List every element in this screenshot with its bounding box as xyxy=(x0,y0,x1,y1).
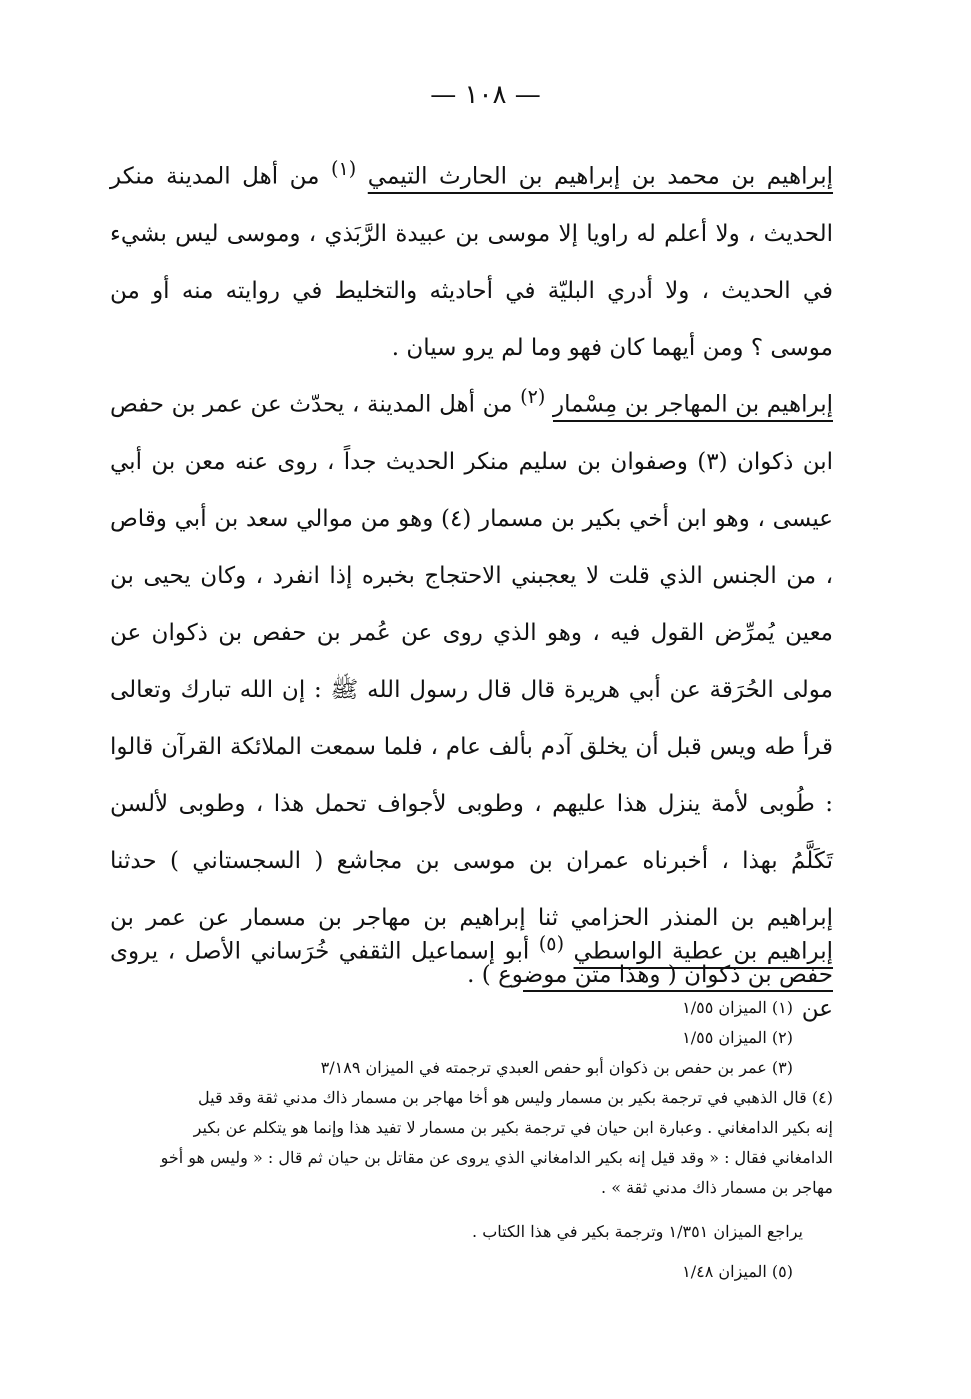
entry-heading: إبراهيم بن المهاجر بن مِسْمار xyxy=(552,391,833,418)
entry-heading: إبراهيم بن محمد بن إبراهيم بن الحارث التيمي xyxy=(367,163,834,190)
footnote-4 xyxy=(125,1083,833,1203)
entry-ibrahim-bin-muhammad xyxy=(110,140,833,377)
footnote-4-line: إنه بكير الدامغاني . وعبارة ابن حيان في ترجمة بكير بن مسمار لا تفيد هذا وإنما هو يتكلم عن بكير xyxy=(193,1118,833,1137)
entry-body: من أهل المدينة ، يحدّث عن عمر بن حفص ابن ذكوان (٣) وصفوان بن سليم منكر الحديث جداً ، روى عنه معن بن أبي عيسى ، وهو ابن أخي بكير بن مسمار (٤) وهو من موالي سعد بن أبي وقاص ، من الجنس الذي قلت لا يعجبني الاحتجاج بخبره إذا انفرد ، وكان يحيى بن معين يُمرِّض القول فيه ، وهو الذي روى عن عُمر بن حفص بن ذكوان عن مولى الحُرَقة عن أبي هريرة قال قال رسول الله ﷺ : إن الله تبارك وتعالى قرأ طه ويس قبل أن يخلق آدم بألف عام ، فلما سمعت الملائكة القرآن قالوا : طُوبى لأمة ينزل هذا عليهم ، وطوبى لأجواف تحمل هذا ، وطوبى لألسن تَكَلَّمُ بهذا ، أخبرناه عمران بن موسى بن مجاشع ( السجستاني ) حدثنا إبراهيم بن المنذر الحزامي ثنا إبراهيم بن مهاجر بن مسمار عن عمر بن حفص بن ذكوان ( وهذا متن موضوع ) . xyxy=(110,391,834,988)
footnote-4-note: يراجع الميزان ١/٣٥١ وترجمة بكير في هذا الكتاب . xyxy=(472,1222,803,1241)
entry-body: من أهل المدينة منكر الحديث ، ولا أعلم له راويا إلا موسى بن عبيدة الرَّبَذي ، وموسى ليس بشيء في الحديث ، ولا أدري البليّة في أحاديثه والتخليط في روايته منه أو من موسى ؟ ومن أيهما كان فهو وما لم يرو سيان . xyxy=(110,163,833,361)
footnote-2: (٢) الميزان ١/٥٥ xyxy=(682,1028,793,1047)
footnote-4-line: الدامغاني فقال : « وقد قيل إنه بكير الدامغاني الذي يروى عن مقاتل بن حيان ثم قال : « وليس هو أخو xyxy=(160,1148,833,1167)
entry-heading: إبراهيم بن عطية الواسطي xyxy=(573,938,834,965)
entry-ibrahim-bin-muhajir xyxy=(110,368,833,1004)
entry-body: أبو إسماعيل الثقفي خُرَساني الأصل ، يروى عن xyxy=(110,938,833,1022)
footnotes xyxy=(125,993,833,1287)
footnote-4-line: (٤) قال الذهبي في ترجمة بكير بن مسمار وليس هو أخا مهاجر بن مسمار ذاك مدني ثقة وقد قيل xyxy=(198,1088,833,1107)
footnote-3: (٣) عمر بن حفص بن ذكوان أبو حفص العبدي ترجمته في الميزان ٣/١٨٩ xyxy=(320,1058,793,1077)
footnote-5: (٥) الميزان ١/٤٨ xyxy=(682,1262,793,1281)
footnote-ref: (١) xyxy=(330,157,357,180)
footnote-1: (١) الميزان ١/٥٥ xyxy=(682,998,793,1017)
footnote-ref: (٥) xyxy=(538,932,565,955)
footnote-separator xyxy=(523,990,833,992)
footnote-4-line: مهاجر بن مسمار ذاك مدني ثقة » . xyxy=(601,1178,833,1197)
footnote-ref: (٢) xyxy=(520,385,546,408)
page-number: — ١٠٨ — xyxy=(430,80,541,110)
